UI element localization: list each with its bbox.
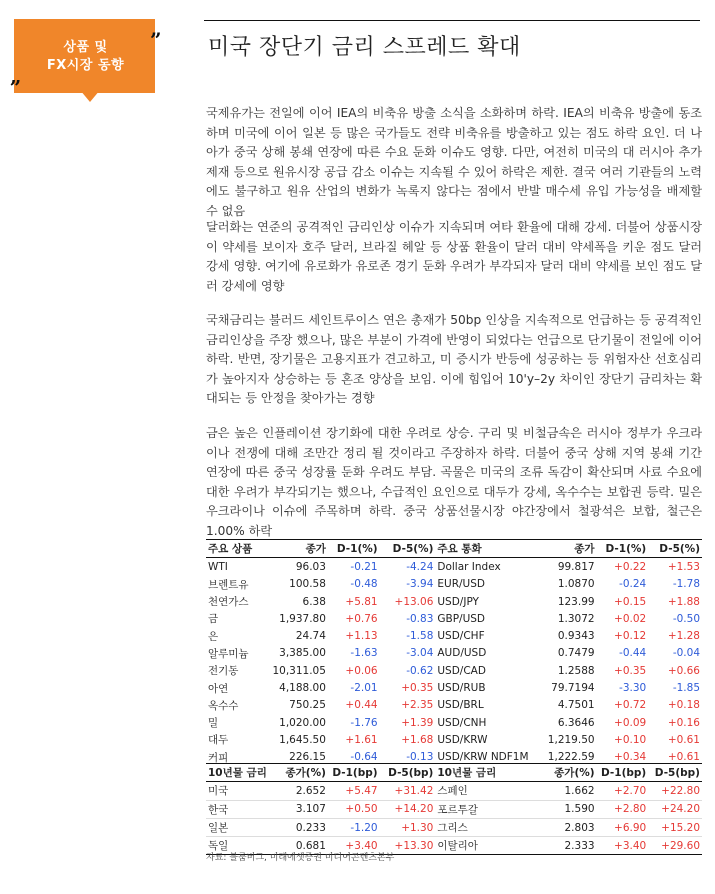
table-cell: 6.38 bbox=[302, 595, 326, 608]
table-cell: +0.18 bbox=[667, 699, 700, 712]
table-cell: -0.64 bbox=[350, 751, 378, 764]
table-cell: 750.25 bbox=[289, 699, 326, 712]
table-cell: +0.66 bbox=[667, 664, 700, 677]
column-header: 종가 bbox=[305, 543, 326, 556]
table-cell: +0.35 bbox=[401, 682, 434, 695]
table-cell: 미국 bbox=[208, 785, 229, 798]
table-cell: 0.9343 bbox=[557, 630, 595, 643]
table-cell: 이탈리아 bbox=[437, 840, 478, 853]
column-header: D-5(bp) bbox=[388, 766, 434, 779]
table-cell: Dollar Index bbox=[437, 560, 501, 573]
table-cell: 일본 bbox=[208, 822, 229, 835]
table-cell: USD/CNH bbox=[437, 716, 487, 729]
title-rule bbox=[204, 20, 700, 21]
table-cell: 123.99 bbox=[557, 595, 595, 608]
table-cell: 0.233 bbox=[295, 821, 326, 834]
table-cell: +0.61 bbox=[667, 733, 700, 746]
column-header: D-1(%) bbox=[336, 542, 378, 555]
section-badge bbox=[14, 19, 155, 93]
table-cell: +22.80 bbox=[661, 784, 700, 797]
table-cell: -1.58 bbox=[406, 630, 434, 643]
table-cell: +0.22 bbox=[614, 560, 647, 573]
table-cell: 전기동 bbox=[208, 665, 239, 678]
table-cell: +1.88 bbox=[667, 595, 700, 608]
column-header: D-1(bp) bbox=[332, 766, 378, 779]
table-cell: +2.80 bbox=[614, 803, 647, 816]
table-cell: +0.16 bbox=[667, 716, 700, 729]
table-cell: +14.20 bbox=[394, 803, 434, 816]
table-cell: -0.62 bbox=[406, 664, 434, 677]
table-row bbox=[206, 610, 702, 627]
table-row bbox=[206, 679, 702, 696]
table-cell: +15.20 bbox=[661, 821, 700, 834]
paragraph-metals: 금은 높은 인플레이션 장기화에 대한 우려로 상승. 구리 및 비철금속은 러시아 정부가 우크라이나 전쟁에 대해 조만간 정리 될 것이라고 주장하자 하락. 더불어 중국 상해 지역 봉쇄 기간 연장에 따른 중국 성장률 둔화 우려도 부담. 곡물은 미국의 조류 독감이 확산되며 사료 수요에 대한 우려가 부각되기는 했으나, 수급적인 요인으로 대두가 강세, 옥수수는 보합권 등락. 밀은 우크라이나 이슈에 주목하며 하락. 중국 상품선물시장 야간장에서 철광석은 보합, 철근은 1.00% 하락 bbox=[206, 426, 702, 538]
table-cell: +5.81 bbox=[345, 595, 378, 608]
table-cell: 포르투갈 bbox=[437, 803, 478, 816]
table-cell: +0.50 bbox=[345, 803, 378, 816]
table-row bbox=[206, 558, 702, 576]
badge-tail-icon bbox=[80, 90, 100, 102]
table-cell: +24.20 bbox=[661, 803, 700, 816]
table-cell: 옥수수 bbox=[208, 699, 239, 712]
page-title: 미국 장단기 금리 스프레드 확대 bbox=[208, 35, 521, 60]
table-cell: +3.40 bbox=[345, 839, 378, 852]
table-row bbox=[206, 782, 702, 800]
table-cell: GBP/USD bbox=[437, 612, 486, 625]
table-cell: -1.76 bbox=[350, 716, 378, 729]
table-cell: USD/CHF bbox=[437, 630, 485, 643]
column-header: D-1(%) bbox=[605, 542, 647, 555]
table-cell: 2.803 bbox=[564, 821, 595, 834]
table-cell: -1.78 bbox=[672, 578, 700, 591]
table-cell: +0.35 bbox=[614, 664, 647, 677]
table-cell: +0.02 bbox=[614, 612, 647, 625]
table-cell: 3.107 bbox=[295, 803, 326, 816]
table-cell: 1.662 bbox=[564, 784, 595, 797]
table-cell: 100.58 bbox=[289, 578, 326, 591]
table-row bbox=[206, 800, 702, 818]
table-cell: -0.13 bbox=[406, 751, 434, 764]
table-cell: +0.12 bbox=[614, 630, 647, 643]
table-cell: -0.44 bbox=[619, 647, 647, 660]
table-cell: +13.06 bbox=[394, 595, 434, 608]
paragraph-bonds: 국채금리는 불러드 세인트루이스 연은 총재가 50bp 인상을 지속적으로 언급하는 등 공격적인 금리인상을 주장 했으나, 많은 부분이 가격에 반영이 되었다는 언급으로 단기물이 전일에 이어 하락. 반면, 장기물은 고용지표가 견고하고, 미 증시가 반등에 성공하는 등 위험자산 선호심리가 높아지자 상승하는 등 혼조 양상을 보임. 이에 힘입어 10'y–2y 차이인 장단기 금리차는 확대되는 등 안정을 찾아가는 경향 bbox=[206, 313, 702, 405]
table-row bbox=[206, 593, 702, 610]
table-cell: 아연 bbox=[208, 682, 229, 695]
table-row bbox=[206, 576, 702, 593]
bond-yield-table bbox=[206, 763, 702, 855]
table-cell: 그리스 bbox=[437, 822, 468, 835]
column-header: D-5(%) bbox=[659, 542, 700, 555]
table-cell: 1,020.00 bbox=[279, 716, 326, 729]
table-cell: +0.34 bbox=[614, 751, 647, 764]
badge-line-1: 상품 및 bbox=[63, 40, 108, 55]
table-cell: 4.7501 bbox=[557, 699, 595, 712]
table-cell: EUR/USD bbox=[437, 578, 485, 591]
table-row bbox=[206, 714, 702, 731]
table-cell: +1.68 bbox=[401, 733, 434, 746]
table-cell: 알루미늄 bbox=[208, 647, 249, 660]
table-cell: +1.30 bbox=[401, 821, 434, 834]
table-cell: 1.0870 bbox=[557, 578, 595, 591]
table-cell: 99.817 bbox=[557, 560, 595, 573]
table-cell: 1.590 bbox=[564, 803, 595, 816]
table-cell: +13.30 bbox=[394, 839, 434, 852]
table-cell: 1,222.59 bbox=[547, 751, 595, 764]
table-cell: +2.35 bbox=[401, 699, 434, 712]
column-header: 종가 bbox=[574, 543, 595, 556]
table-cell: 2.333 bbox=[564, 839, 595, 852]
table-cell: 금 bbox=[208, 613, 219, 626]
table-row bbox=[206, 818, 702, 836]
table-cell: 한국 bbox=[208, 803, 229, 816]
table-cell: -0.04 bbox=[672, 647, 700, 660]
table-row bbox=[206, 731, 702, 748]
table-cell: 1,645.50 bbox=[279, 733, 326, 746]
column-header: 10년물 금리 bbox=[208, 767, 267, 780]
table-cell: -1.85 bbox=[672, 682, 700, 695]
table-cell: -0.21 bbox=[350, 560, 378, 573]
table-row bbox=[206, 662, 702, 679]
table-cell: 226.15 bbox=[289, 751, 326, 764]
table-cell: 브렌트유 bbox=[208, 578, 249, 591]
table-cell: +0.09 bbox=[614, 716, 647, 729]
table-row bbox=[206, 645, 702, 662]
table-cell: +1.13 bbox=[345, 630, 378, 643]
table-row bbox=[206, 697, 702, 714]
table-cell: +0.44 bbox=[345, 699, 378, 712]
paragraph-dollar: 달러화는 연준의 공격적인 금리인상 이슈가 지속되며 여타 환율에 대해 강세. 더불어 상품시장이 약세를 보이자 호주 달러, 브라질 헤알 등 상품 환율이 달러 대비 약세폭을 키운 점도 달러 강세 영향. 여기에 유로화가 유로존 경기 둔화 우려가 부각되자 달러 대비 약세를 보인 점도 달러 강세에 영향 bbox=[206, 220, 702, 293]
column-header: D-5(bp) bbox=[654, 766, 700, 779]
commodities-fx-table bbox=[206, 539, 702, 766]
column-header: 10년물 금리 bbox=[437, 767, 497, 780]
table-cell: +5.47 bbox=[345, 784, 378, 797]
table-cell: +0.10 bbox=[614, 733, 647, 746]
table-cell: USD/RUB bbox=[437, 682, 486, 695]
paragraph-oil: 국제유가는 전일에 이어 IEA의 비축유 방출 소식을 소화하며 하락. IEA의 비축유 방출에 동조하며 미국에 이어 일본 등 많은 국가들도 전략 비축유를 방출하고 있는 점도 하락 요인. 더 나아가 중국 상해 봉쇄 연장에 따른 수요 둔화 이슈도 영향. 다만, 여전히 미국의 대 러시아 추가 제재 등으로 원유시장 공급 감소 이슈는 지속될 수 있어 하락은 제한. 결국 여러 기관들의 노력에도 불구하고 원유 산업의 변화가 녹록지 않다는 점에서 반발 매수세 유입 가능성을 배제할 수 없음 bbox=[206, 106, 702, 218]
table-cell: +1.28 bbox=[667, 630, 700, 643]
table-cell: 1.2588 bbox=[557, 664, 595, 677]
table-cell: USD/CAD bbox=[437, 664, 486, 677]
badge-line-2: FX시장 동향 bbox=[46, 58, 125, 73]
column-header: 종가(%) bbox=[285, 767, 326, 780]
column-header: D-5(%) bbox=[392, 542, 434, 555]
table-cell: 커피 bbox=[208, 751, 229, 764]
table-cell: 96.03 bbox=[295, 560, 326, 573]
table-cell: -4.24 bbox=[406, 560, 434, 573]
table-cell: 10,311.05 bbox=[272, 664, 326, 677]
table-cell: 은 bbox=[208, 630, 219, 643]
table-cell: +1.39 bbox=[401, 716, 434, 729]
table-cell: +1.61 bbox=[345, 733, 378, 746]
table-cell: USD/BRL bbox=[437, 699, 484, 712]
table-cell: 4,188.00 bbox=[279, 682, 326, 695]
column-header: D-1(bp) bbox=[601, 766, 647, 779]
table-cell: 천연가스 bbox=[208, 596, 249, 609]
table-cell: -2.01 bbox=[350, 682, 378, 695]
table-cell: -3.30 bbox=[619, 682, 647, 695]
table-cell: 1.3072 bbox=[557, 612, 595, 625]
table-row bbox=[206, 627, 702, 644]
column-header: 주요 상품 bbox=[208, 543, 253, 556]
table-cell: +0.61 bbox=[667, 751, 700, 764]
table-cell: +3.40 bbox=[614, 839, 647, 852]
table-cell: 1,937.80 bbox=[279, 612, 326, 625]
table-cell: +6.90 bbox=[614, 821, 647, 834]
source-note: 자료: 블룸버그, 미래에셋증권 미디어콘텐츠본부 bbox=[206, 853, 395, 863]
table-cell: +0.72 bbox=[614, 699, 647, 712]
table-cell: USD/KRW NDF1M bbox=[437, 751, 529, 764]
table-cell: +0.76 bbox=[345, 612, 378, 625]
table-cell: WTI bbox=[208, 560, 228, 573]
table-cell: USD/KRW bbox=[437, 733, 488, 746]
table-cell: +0.06 bbox=[345, 664, 378, 677]
table-cell: -0.83 bbox=[406, 612, 434, 625]
table-cell: 24.74 bbox=[295, 630, 326, 643]
table-cell: 0.7479 bbox=[557, 647, 595, 660]
table-cell: USD/JPY bbox=[437, 595, 479, 608]
table-cell: -3.04 bbox=[406, 647, 434, 660]
table-cell: 대두 bbox=[208, 734, 229, 747]
table-cell: 밀 bbox=[208, 717, 219, 730]
table-cell: AUD/USD bbox=[437, 647, 487, 660]
table-cell: -0.48 bbox=[350, 578, 378, 591]
table-cell: 3,385.00 bbox=[279, 647, 326, 660]
table-cell: +0.15 bbox=[614, 595, 647, 608]
table-cell: +31.42 bbox=[394, 784, 434, 797]
table-cell: +1.53 bbox=[667, 560, 700, 573]
table-cell: 스페인 bbox=[437, 785, 468, 798]
table-cell: 2.652 bbox=[295, 784, 326, 797]
table-cell: -1.20 bbox=[350, 821, 378, 834]
table-cell: -0.24 bbox=[619, 578, 647, 591]
table-cell: 6.3646 bbox=[557, 716, 595, 729]
table-cell: 1,219.50 bbox=[547, 733, 595, 746]
table-cell: -1.63 bbox=[350, 647, 378, 660]
column-header: 종가(%) bbox=[554, 767, 595, 780]
open-quote-icon: „ bbox=[10, 64, 22, 88]
table-cell: +2.70 bbox=[614, 784, 647, 797]
column-header: 주요 통화 bbox=[437, 543, 482, 556]
close-quote-icon: ” bbox=[150, 28, 162, 52]
table-cell: -3.94 bbox=[406, 578, 434, 591]
table-cell: 독일 bbox=[208, 840, 229, 853]
table-cell: -0.50 bbox=[672, 612, 700, 625]
table-cell: 79.7194 bbox=[551, 682, 595, 695]
table-cell: +29.60 bbox=[661, 839, 700, 852]
table-cell: 0.681 bbox=[295, 839, 326, 852]
